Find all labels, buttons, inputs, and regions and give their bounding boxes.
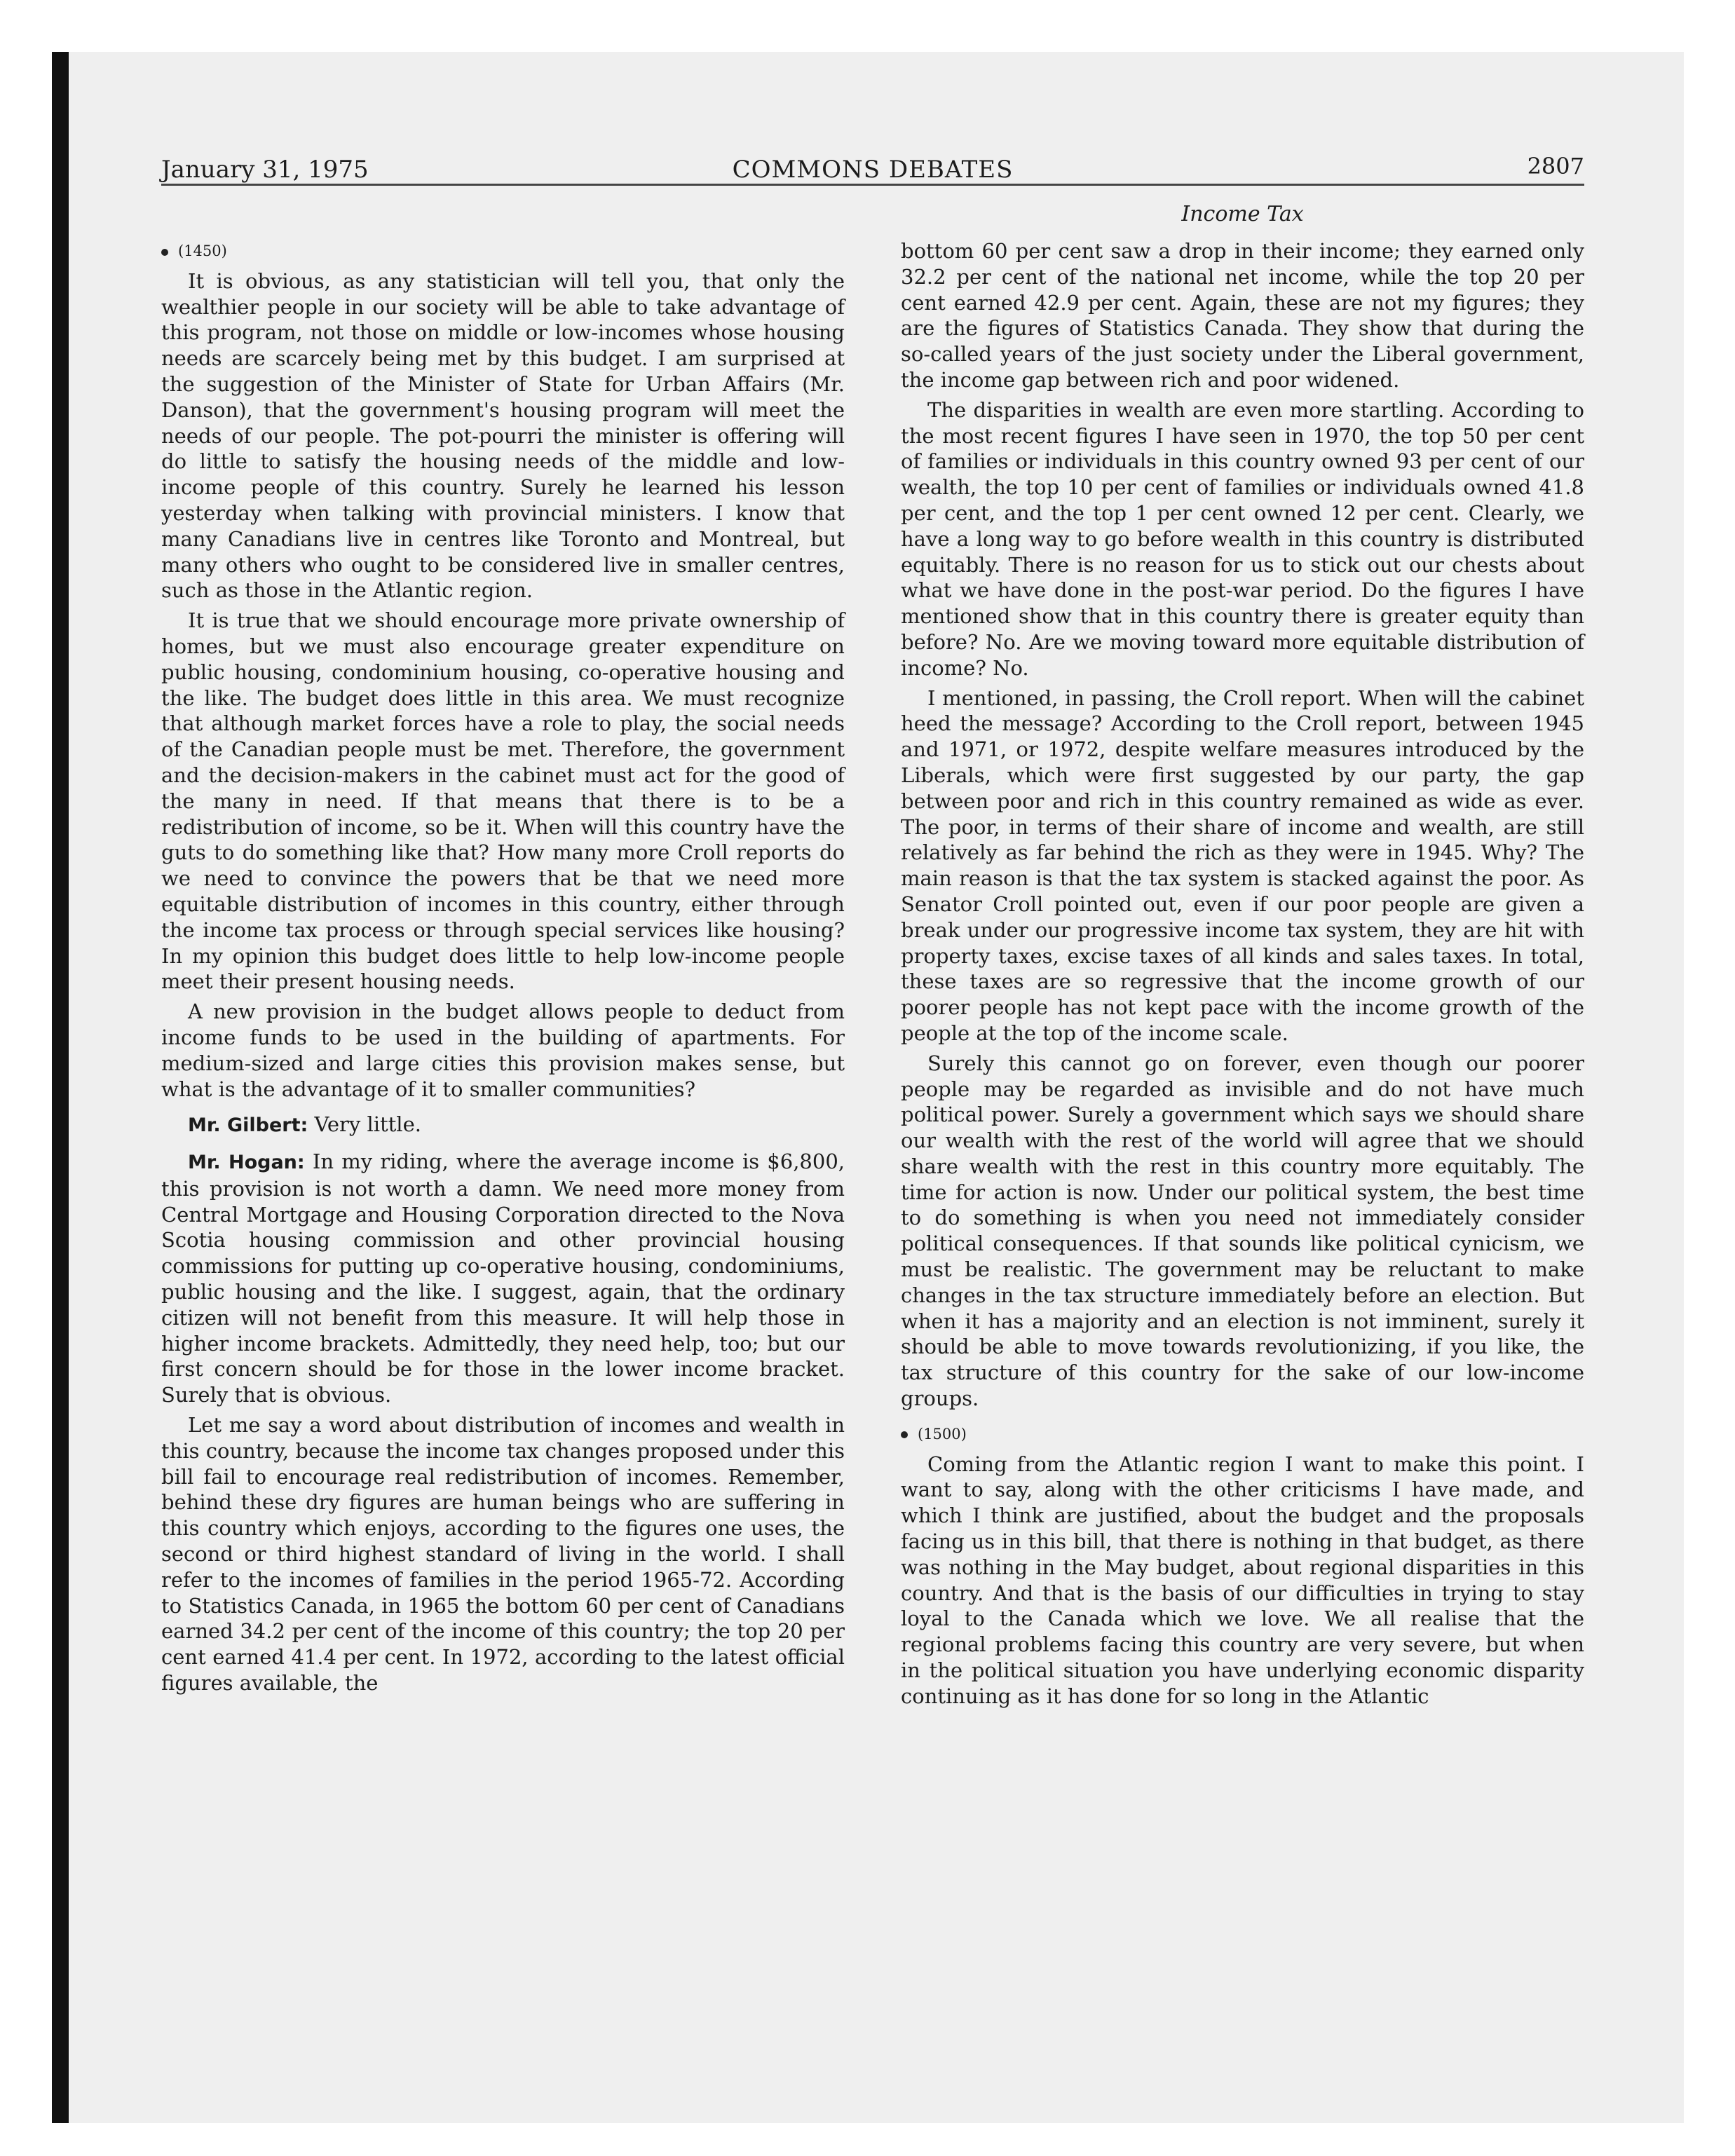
time-marker <box>901 1421 1584 1447</box>
speaker-paragraph <box>161 1112 845 1139</box>
speaker-name: Mr. Gilbert: <box>188 1114 308 1137</box>
paragraph: Surely this cannot go on forever, even though our poorer people may be regarded as invisible and do not have much political power. Surely a government which says we should share our wealth with the rest of the world will agree that we should share wealth with the rest in this country more equitably. The time for action is now. Under our political system, the best time to do something is when you need not immediately consider political consequences. If that sounds like political cynicism, we must be realistic. The government may be reluctant to make changes in the tax structure immediately before an election. But when it has a majority and an election is not imminent, surely it should be able to move towards revolutionizing, if you like, the tax structure of this country for the sake of our low-income groups. <box>901 1051 1584 1411</box>
paragraph: It is true that we should encourage more private ownership of homes, but we must also encourage greater expenditure on public housing, condominium housing, co-operative housing and the like. The budget does little in this area. We must recognize that although market forces have a role to play, the social needs of the Canadian people must be met. Therefore, the government and the decision-makers in the cabinet must act for the good of the many in need. If that means that there is to be a redistribution of income, so be it. When will this country have the guts to do something like that? How many more Croll reports do we need to convince the powers that be that we need more equitable distribution of incomes in this country, either through the income tax process or through special services like housing? In my opinion this budget does little to help low-income people meet their present housing needs. <box>161 608 845 994</box>
header-date: January 31, 1975 <box>161 156 369 184</box>
bullet-icon <box>901 1431 908 1438</box>
header-journal-title: COMMONS DEBATES <box>732 156 1014 184</box>
time-marker-label: (1500) <box>918 1425 967 1442</box>
paragraph: I mentioned, in passing, the Croll report. When will the cabinet heed the message? According to the Croll report, between 1945 and 1971, or 1972, despite welfare measures introduced by the Liberals, which were first suggested by our party, the gap between poor and rich in this country remained as wide as ever. The poor, in terms of their share of income and wealth, are still relatively as far behind the rich as they were in 1945. Why? The main reason is that the tax system is stacked against the poor. As Senator Croll pointed out, even if our poor people are given a break under our progressive income tax system, they are hit with property taxes, excise taxes of all kinds and sales taxes. In total, these taxes are so regressive that the income growth of our poorer people has not kept pace with the income growth of the people at the top of the income scale. <box>901 685 1584 1045</box>
paragraph: The disparities in wealth are even more startling. According to the most recent figures I have seen in 1970, the top 50 per cent of families or individuals in this country owned 93 per cent of our wealth, the top 10 per cent of families or individuals owned 41.8 per cent, and the top 1 per cent owned 12 per cent. Clearly, we have a long way to go before wealth in this country is distributed equitably. There is no reason for us to stick out our chests about what we have done in the post-war period. Do the figures I have mentioned show that in this country there is greater equity than before? No. Are we moving toward more equitable distribution of income? No. <box>901 397 1584 680</box>
paragraph: Coming from the Atlantic region I want to make this point. I want to say, along with the other criticisms I have made, and which I think are justified, about the budget and the proposals facing us in this bill, that there is nothing in that budget, as there was nothing in the May budget, about regional disparities in this country. And that is the basis of our difficulties in trying to stay loyal to the Canada which we love. We all realise that the regional problems facing this country are very severe, but when in the political situation you have underlying economic disparity continuing as it has done for so long in the Atlantic <box>901 1452 1584 1708</box>
left-column <box>161 238 845 1700</box>
section-title: Income Tax <box>1181 202 1304 226</box>
bullet-icon <box>161 249 168 256</box>
speaker-text: In my riding, where the average income is $6,800, this provision is not worth a damn. We need more money from Central Mortgage and Housing Corporation directed to the Nova Scotia housing commission and other provincial housing commissions for putting up co-operative housing, condominiums, public housing and the like. I suggest, again, that the ordinary citizen will not benefit from this measure. It will help those in higher income brackets. Admittedly, they need help, too; but our first concern should be for those in the lower income bracket. Surely that is obvious. <box>161 1149 845 1407</box>
paragraph: A new provision in the budget allows people to deduct from income funds to be used in the building of apartments. For medium-sized and large cities this provision makes sense, but what is the advantage of it to smaller communities? <box>161 999 845 1101</box>
right-column <box>901 238 1584 1714</box>
speaker-name: Mr. Hogan: <box>188 1152 305 1174</box>
header-page-number: 2807 <box>1527 153 1584 179</box>
time-marker-label: (1450) <box>178 243 227 259</box>
paragraph: It is obvious, as any statistician will tell you, that only the wealthier people in our society will be able to take advantage of this program, not those on middle or low-incomes whose housing needs are scarcely being met by this budget. I am surprised at the suggestion of the Minister of State for Urban Affairs (Mr. Danson), that the government's housing program will meet the needs of our people. The pot-pourri the minister is offering will do little to satisfy the housing needs of the middle and low-income people of this country. Surely he learned his lesson yesterday when talking with provincial ministers. I know that many Canadians live in centres like Toronto and Montreal, but many others who ought to be considered live in smaller centres, such as those in the Atlantic region. <box>161 268 845 603</box>
paragraph: bottom 60 per cent saw a drop in their income; they earned only 32.2 per cent of the national net income, while the top 20 per cent earned 42.9 per cent. Again, these are not my figures; they are the figures of Statistics Canada. They show that during the so-called years of the just society under the Liberal government, the income gap between rich and poor widened. <box>901 239 1584 392</box>
time-marker <box>161 238 845 264</box>
scan-edge-bar <box>52 52 69 2123</box>
speaker-text: Very little. <box>314 1112 421 1137</box>
paragraph: Let me say a word about distribution of incomes and wealth in this country, because the income tax changes proposed under this bill fail to encourage real redistribution of incomes. Remember, behind these dry figures are human beings who are suffering in this country which enjoys, according to the figures one uses, the second or third highest standard of living in the world. I shall refer to the incomes of families in the period 1965-72. According to Statistics Canada, in 1965 the bottom 60 per cent of Canadians earned 34.2 per cent of the income of this country; the top 20 per cent earned 41.4 per cent. In 1972, according to the latest official figures available, the <box>161 1413 845 1696</box>
document-page <box>161 140 1584 2047</box>
speaker-paragraph <box>161 1149 845 1408</box>
header-rule <box>161 184 1584 186</box>
